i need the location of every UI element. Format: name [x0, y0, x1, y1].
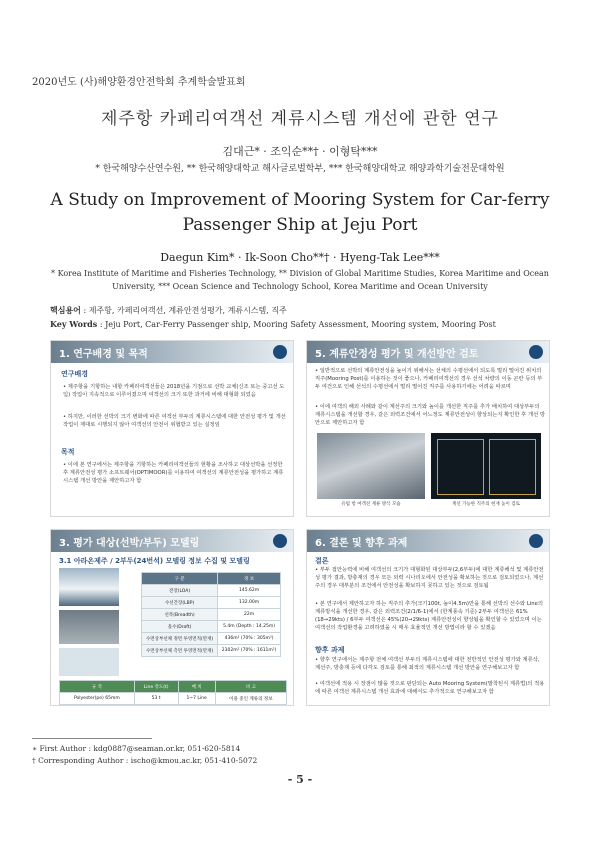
spec-label: 수면상부선체 정면 투영면적(만재) [142, 633, 218, 645]
page-number: - 5 - [287, 773, 313, 786]
keywords-korean [50, 305, 570, 316]
english-authors: Daegun Kim* · Ik-Soon Cho**† · Hyeng-Tak Lee*** [160, 251, 440, 264]
diagram-caption: 계선 가능한 직주의 현재 높이 검토 [451, 502, 520, 507]
table-row [142, 633, 281, 645]
university-logo-icon [273, 345, 287, 359]
spec-label: 전장(LOA) [142, 585, 218, 597]
mooring-post-height-diagram [431, 433, 541, 499]
rope-header: 규 격 [60, 681, 135, 693]
diagram-panel-left [437, 439, 484, 495]
university-logo-icon [529, 534, 543, 548]
english-title: A Study on Improvement of Mooring System for Car-ferry Passenger Ship at Jeju Port [50, 190, 550, 235]
subheading-future-work: 향후 과제 [315, 646, 345, 654]
modeling-subheading: 3.1 아라온제주 / 2부두(24번석) 모델링 정보 수집 및 모델링 [59, 557, 250, 565]
background-paragraph-2: • 하지만, 이러한 선박의 크기 변화에 따른 여객선 부두의 계류시스템에 대한 안전성 평가 및 개선 작업이 제대로 시행되지 않아 여객선의 안전이 위협받고 있는 실정임 [63, 414, 286, 428]
table-row [142, 609, 281, 621]
table-row [142, 621, 281, 633]
table-row [142, 597, 281, 609]
slide-title: 3. 평가 대상(선박/부두) 모델링 [59, 538, 200, 549]
spec-value: 145.62m [218, 585, 281, 597]
subheading-purpose: 목적 [61, 448, 75, 456]
spec-label: 수선간장(LBP) [142, 597, 218, 609]
corresponding-author-footnote: † Corresponding Author : ischo@kmou.ac.kr, 051-410-5072 [32, 756, 258, 765]
keywords-english-label: Key Words [50, 319, 98, 329]
slide-mooring-evaluation [306, 340, 550, 517]
slide-title: 5. 계류안정성 평가 및 개선방안 검토 [315, 349, 479, 360]
table-row [142, 585, 281, 597]
purpose-paragraph: • 이에 본 연구에서는 제주항을 기항하는 카페리여객선들의 현황을 조사하고 대상선박을 선정한 후 계류안전성 평가 소프트웨어(OPTIMOOR)를 이용하여 여객선의 계류안전성을 평가하고 계류시스템 개선 방안을 제안하고자 함 [63, 462, 284, 484]
photo-caption: 유럽 항 여객선 계류 방식 모습 [341, 502, 401, 507]
spec-header-category: 구 분 [142, 573, 218, 585]
slide-conclusion [306, 529, 550, 706]
korean-affiliations: * 한국해양수산연수원, ** 한국해양대학교 해사글로벌학부, *** 한국해양대학교 해양과학기술전문대학원 [95, 164, 505, 174]
future-work-paragraph-1: • 향후 연구에서는 제주항 전체 여객선 부두의 계류시스템에 대한 전반적인 안전성 평가와 계류삭, 계선주, 방충재 등에 다각도 검토를 통해 최적의 계류시스템 개선 방안을 연구해보고자 함 [315, 657, 540, 671]
conference-header: 2020년도 (사)해양환경안전학회 추계학술발표회 [32, 77, 246, 88]
rope-header: 배 치 [178, 681, 215, 693]
english-affiliations: * Korea Institute of Maritime and Fisheries Technology, ** Division of Global Maritime Studies, Korea Maritime and Ocean University, *** Ocean Science and Technology School, Korea Maritime and Ocean University [51, 269, 549, 291]
rope-header: Line 강도(t) [134, 681, 178, 693]
subheading-conclusion: 결론 [315, 557, 329, 565]
slide-research-background [50, 340, 294, 517]
table-row [60, 693, 287, 705]
conclusion-paragraph-2: • 본 연구에서 제안하고자 하는 직주의 추가(크기100t, 높이4.5m)만을 통해 선박의 선수와 Line의 계류방식을 개선한 경우, 같은 외력조건(2/1/6-1)에서 (한계풍속 기준) 2부두 여객선은 61%(18→29kts) / 6부두 여객선은 45%(20→29kts) 계류안전성이 향상됨을 확인할 수 있었으며 이는 여객선의 작업환경을 고려하였을 시 매우 효율적인 개선 방법이라 할 수 있겠음 [315, 601, 544, 631]
footnotes [32, 743, 257, 767]
mooring-rope-table [59, 680, 287, 705]
conclusion-paragraph-1: • 부두 접안능력에 비해 여객선의 크기가 대형화된 대상부두(2,6부두)에 대한 계류해석 및 계류안전성 평가 결과, 방충재의 경우 모든 외력 시나리오에서 안전성을 확보하는 것으로 검토되었으나, 계선주의 경우 대부분의 조건에서 안전성을 확보하지 못하고 있는 것으로 검토됨 [315, 567, 544, 589]
spec-value: 436m² (70% : 305m²) [218, 633, 281, 645]
spec-value: 132.00m [218, 597, 281, 609]
ship-specification-table [141, 572, 281, 657]
slide-modeling [50, 529, 294, 706]
diagram-panel-right [489, 439, 536, 495]
rope-cell: 53 t [134, 693, 178, 705]
university-logo-icon [273, 534, 287, 548]
korean-authors: 김대근* · 조익순**† · 이형탁*** [222, 145, 378, 158]
table-row [142, 645, 281, 657]
rope-cell: 1~7 Line [178, 693, 215, 705]
footnote-divider [32, 738, 152, 739]
ferry-mooring-photo [317, 433, 425, 499]
spec-value: 2302m² (70% : 1611m²) [218, 645, 281, 657]
evaluation-paragraph-1: • 일반적으로 선박의 계류안전성을 높이기 위해서는 선체의 수평선에서 되도록 멀리 떨어진 위치의 직주(Mooring Post)를 이용하는 것이 좋으나, 카페리여객선의 경우 선석 차량의 이동 곤란 등의 부두 여건으로 인해 선석의 수평선에서 멀리 떨어진 직주를 사용하기에는 어려움 따르며 [315, 368, 543, 390]
spec-value: 22m [218, 609, 281, 621]
keywords-korean-text: : 제주항, 카페리여객선, 계류안전성평가, 계류시스템, 직주 [83, 306, 287, 315]
background-paragraph-1: • 제주항을 기항하는 내항 카페리여객선들은 2018년을 기점으로 선박 교체(신조 또는 중고선 도입) 작업이 지속적으로 이루어졌으며 여객선의 크기 또한 과거에 비해 대형화 되었음 [63, 384, 285, 398]
slide-title: 1. 연구배경 및 목적 [59, 349, 148, 360]
rope-cell: 이용 중인 계류의 정보 [215, 693, 286, 705]
spec-label: 흘수(Draft) [142, 621, 218, 633]
keywords-english [50, 319, 570, 329]
subheading-background: 연구배경 [61, 370, 89, 378]
berth-photo [59, 610, 119, 644]
spec-label: 수면상부선체 측면 투영면적(만재) [142, 645, 218, 657]
ship-model-drawing [59, 648, 119, 676]
spec-header-info: 정 보 [218, 573, 281, 585]
ferry-photo [59, 568, 119, 606]
keywords-korean-label: 핵심용어 [50, 305, 81, 315]
slide-title: 6. 결론 및 향후 과제 [315, 538, 408, 549]
rope-cell: Polyester(pe) 65mm [60, 693, 135, 705]
keywords-english-text: : Jeju Port, Car-Ferry Passenger ship, Mooring Safety Assessment, Mooring system, Mooring Post [99, 320, 496, 329]
spec-label: 선폭(Breadth) [142, 609, 218, 621]
evaluation-paragraph-2: • 이에 여객의 해외 사례와 같이 계선주의 크기와 높이를 개선한 직주를 추가 배치하여 대상부두의 계류시스템을 개선할 경우, 같은 외력조건에서 어느정도 계류안전성이 향상되는지 확인한 후 개선 방안으로 제안하고자 함 [315, 404, 545, 426]
future-work-paragraph-2: • 여객선에 적용 시 장점이 많을 것으로 판단되는 Auto Mooring System(발착된식 계류법)의 적용에 따른 여객선 계류시스템 개선 효과에 대해서도 추가적으로 연구해보고자 함 [315, 681, 545, 695]
rope-header: 비 고 [215, 681, 286, 693]
university-logo-icon [529, 345, 543, 359]
spec-value: 5.4m (Depth : 14.25m) [218, 621, 281, 633]
first-author-footnote: ∗ First Author : kdg0887@seaman.or.kr, 051-620-5814 [32, 744, 241, 753]
korean-title: 제주항 카페리여객선 계류시스템 개선에 관한 연구 [101, 109, 499, 129]
